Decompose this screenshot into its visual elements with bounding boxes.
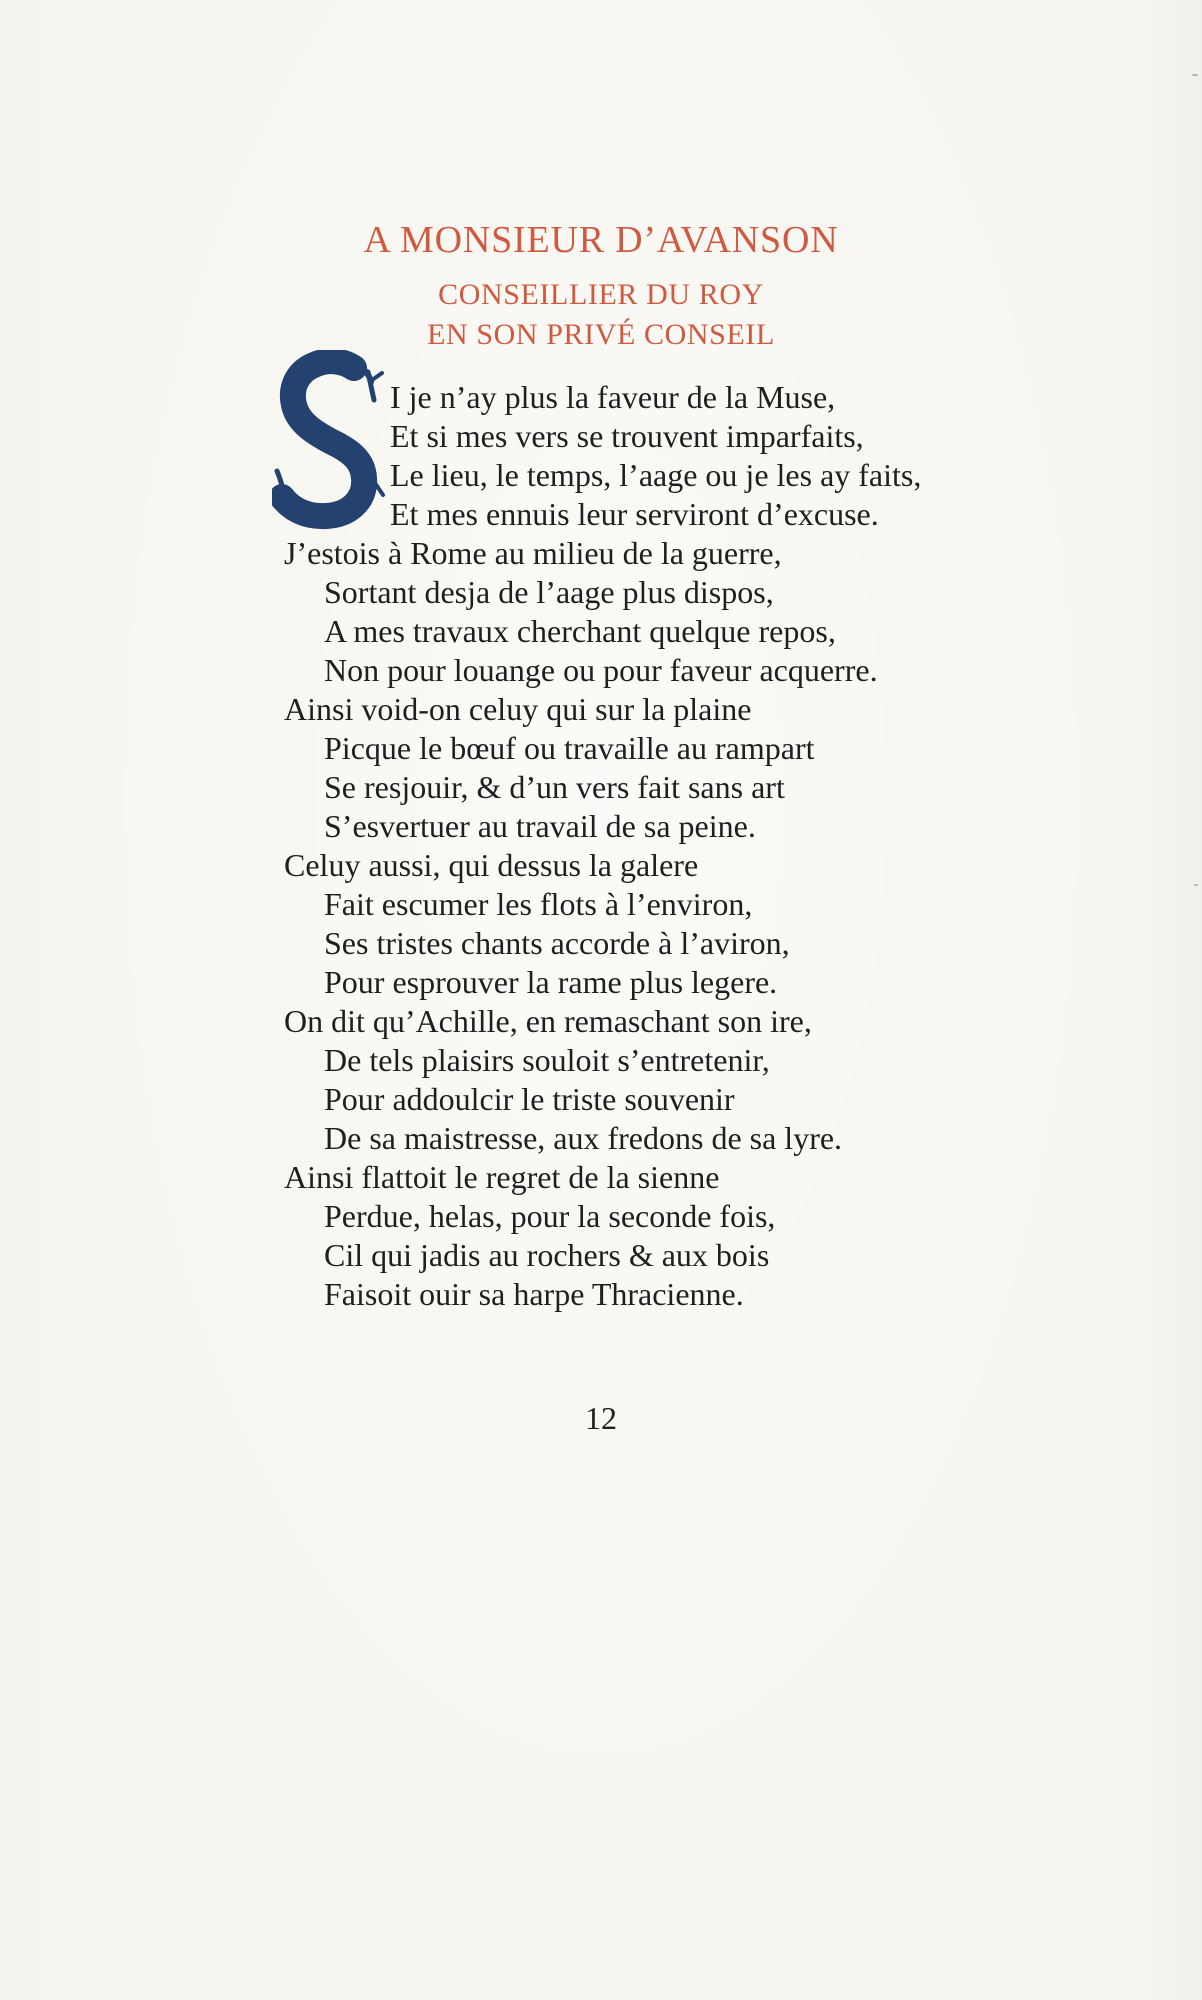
- poem-line-17: On dit qu’Achille, en remaschant son ire,: [284, 1003, 812, 1039]
- poem-line-9: Ainsi void-on celuy qui sur la plaine: [284, 691, 752, 727]
- drop-cap-letter: S: [312, 380, 321, 397]
- poem-line-10: Picque le bœuf ou travaille au rampart: [324, 730, 815, 766]
- poem-line-12: S’esvertuer au travail de sa peine.: [324, 808, 756, 844]
- poem-line-5: J’estois à Rome au milieu de la guerre,: [284, 535, 782, 571]
- decorated-drop-cap-s: [272, 350, 390, 532]
- paper-speck: [1194, 884, 1198, 886]
- poem-line-11: Se resjouir, & d’un vers fait sans art: [324, 769, 785, 805]
- poem-line-16: Pour esprouver la rame plus legere.: [324, 964, 778, 1000]
- poem-line-1: I je n’ay plus la faveur de la Muse,: [390, 379, 836, 415]
- poem-line-15: Ses tristes chants accorde à l’aviron,: [324, 925, 790, 961]
- poem-title: A MONSIEUR D’AVANSON: [363, 219, 839, 261]
- poem-line-3: Le lieu, le temps, l’aage ou je les ay faits,: [390, 457, 922, 493]
- poem-line-22: Perdue, helas, pour la seconde fois,: [324, 1198, 776, 1234]
- poem-line-8: Non pour louange ou pour faveur acquerre.: [324, 652, 878, 688]
- poem-subtitle-line-2: EN SON PRIVÉ CONSEIL: [427, 318, 775, 351]
- poem-line-7: A mes travaux cherchant quelque repos,: [324, 613, 836, 649]
- page-number: 12: [585, 1400, 617, 1436]
- poem-line-20: De sa maistresse, aux fredons de sa lyre.: [324, 1120, 843, 1156]
- poem-line-18: De tels plaisirs souloit s’entretenir,: [324, 1042, 770, 1078]
- poem-line-2: Et si mes vers se trouvent imparfaits,: [390, 418, 864, 454]
- poem-line-19: Pour addoulcir le triste souvenir: [324, 1081, 735, 1117]
- paper-speck: [1192, 74, 1198, 76]
- poem-line-24: Faisoit ouir sa harpe Thracienne.: [324, 1276, 744, 1312]
- poem-line-13: Celuy aussi, qui dessus la galere: [284, 847, 699, 883]
- poem-line-23: Cil qui jadis au rochers & aux bois: [324, 1237, 770, 1273]
- poem-line-6: Sortant desja de l’aage plus dispos,: [324, 574, 774, 610]
- poem-line-14: Fait escumer les flots à l’environ,: [324, 886, 753, 922]
- poem-line-4: Et mes ennuis leur serviront d’excuse.: [390, 496, 879, 532]
- poem-line-21: Ainsi flattoit le regret de la sienne: [284, 1159, 720, 1195]
- poem-subtitle-line-1: CONSEILLIER DU ROY: [438, 278, 764, 311]
